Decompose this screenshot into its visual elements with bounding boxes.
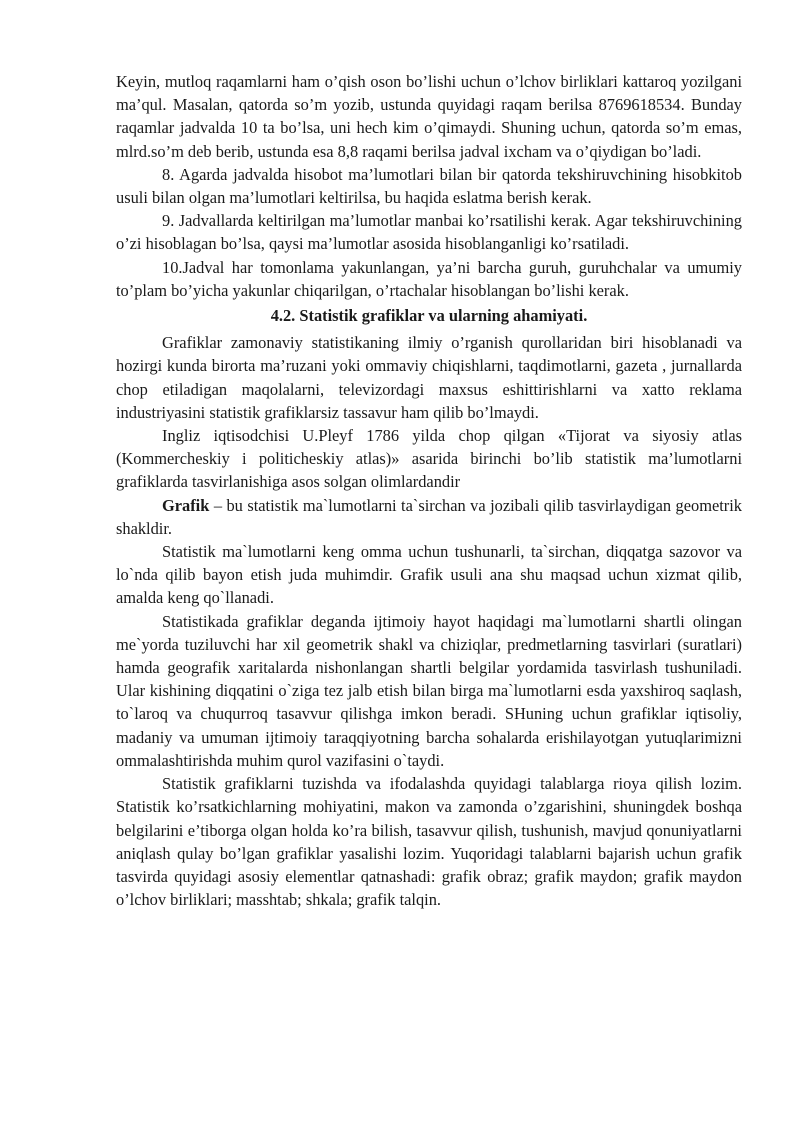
definition-text: – bu statistik ma`lumotlarni ta`sirchan va jozibali qilib tasvirlaydigan geometrik shakldir. xyxy=(116,495,742,538)
paragraph-item-8: 8. Agarda jadvalda hisobot ma’lumotlari bilan bir qatorda tekshiruvchining hisobkitob usuli bilan olgan ma’lumotlari keltirilsa, bu haqida eslatma berish kerak. xyxy=(116,164,742,208)
paragraph-units-note: Keyin, mutloq raqamlarni ham o’qish oson bo’lishi uchun o’lchov birliklari kattaroq yozilgani ma’qul. Masalan, qatorda so’m yozib, ustunda quyidagi raqam berilsa 8769618534. Bunday raqamlar jadvalda 10 ta bo’lsa, uni hech kim o’qimaydi. Shuning uchun, qatorda so’m emas, mlrd.so’m deb berib, ustunda esa 8,8 raqami berilsa jadval ixcham va o’qiydigan bo’ladi. xyxy=(116,72,742,161)
paragraph-graphs-meaning: Statistikada grafiklar deganda ijtimoiy hayot haqidagi ma`lumotlarni shartli olingan me`yorda tuziluvchi har xil geometrik shakl va chiziqlar, predmetlarning tasvirlari (suratlari) hamda geografik xaritalarda nishonlangan shartli belgilar yordamida tasvirlash tushuniladi. Ular kishining diqqatini o`ziga tez jalb etish bilan birga ma`lumotlarni esda yaxshiroq saqlash, to`laroq va chuqurroq tasavvur qilishga imkon beradi. SHuning uchun grafiklar iqtisoliy, madaniy va umuman ijtimoiy taraqqiyotning barcha sohalarda erishilayotgan yutuqlarimizni ommalashtirishda muhim qurol vazifasini o`taydi. xyxy=(116,611,742,770)
paragraph-item-10: 10.Jadval har tomonlama yakunlangan, ya’ni barcha guruh, guruhchalar va umumiy to’plam bo’yicha yakunlar chiqarilgan, o’rtachalar hisoblangan bo’lishi kerak. xyxy=(116,257,742,300)
section-heading: 4.2. Statistik grafiklar va ularning ahamiyati. xyxy=(270,306,588,326)
paragraph-graph-definition xyxy=(116,494,742,540)
term-grafik: Grafik xyxy=(162,495,210,515)
paragraph-graphs-intro: Grafiklar zamonaviy statistikaning ilmiy o’rganish qurollaridan biri hisoblanadi va hozirgi kunda birorta ma’ruzani yoki ommaviy chiqishlarni, taqdimotlarni, gazeta , jurnallarda chop etiladigan maqolalarni, televizordagi maxsus eshittirishlarni va xatto reklama industriyasini statistik grafiklarsiz tassavur ham qilib bo’lmaydi. xyxy=(116,333,742,422)
paragraph-graph-requirements: Statistik grafiklarni tuzishda va ifodalashda quyidagi talablarga rioya qilish lozim. Statistik ko’rsatkichlarning mohiyatini, makon va zamonda o’zgarishini, shuningdek boshqa belgilarini e’tiborga olgan holda ko’ra bilish, tasavvur qilish, tushunish, mavjud qonuniyatlarni aniqlash qulay bo’lgan grafiklar yasalishi lozim. Yuqoridagi talablarni bajarish uchun grafik tasvirda quyidagi asosiy elementlar qatnashadi: grafik obraz; grafik maydon; grafik maydon o’lchov birliklari; masshtab; shkala; grafik talqin. xyxy=(116,774,742,910)
paragraph-playfair: Ingliz iqtisodchisi U.Pleyf 1786 yilda chop qilgan «Tijorat va siyosiy atlas (Kommercheskiy i politicheskiy atlas)» asarida birinchi bo’lib statistik ma’lumotlarni grafiklarda tasvirlanishiga asos solgan olimlardandir xyxy=(116,426,742,492)
paragraph-graph-method: Statistik ma`lumotlarni keng omma uchun tushunarli, ta`sirchan, diqqatga sazovor va lo`nda qilib bayon etish juda muhimdir. Grafik usuli ana shu maqsad uchun xizmat qilib, amalda keng qo`llanadi. xyxy=(116,542,742,608)
document-page xyxy=(116,70,742,911)
paragraph-item-9: 9. Jadvallarda keltirilgan ma’lumotlar manbai ko’rsatilishi kerak. Agar tekshiruvchining o’zi hisoblagan bo’lsa, qaysi ma’lumotlar asosida hisoblanganligi ko’rsatiladi. xyxy=(116,211,742,254)
